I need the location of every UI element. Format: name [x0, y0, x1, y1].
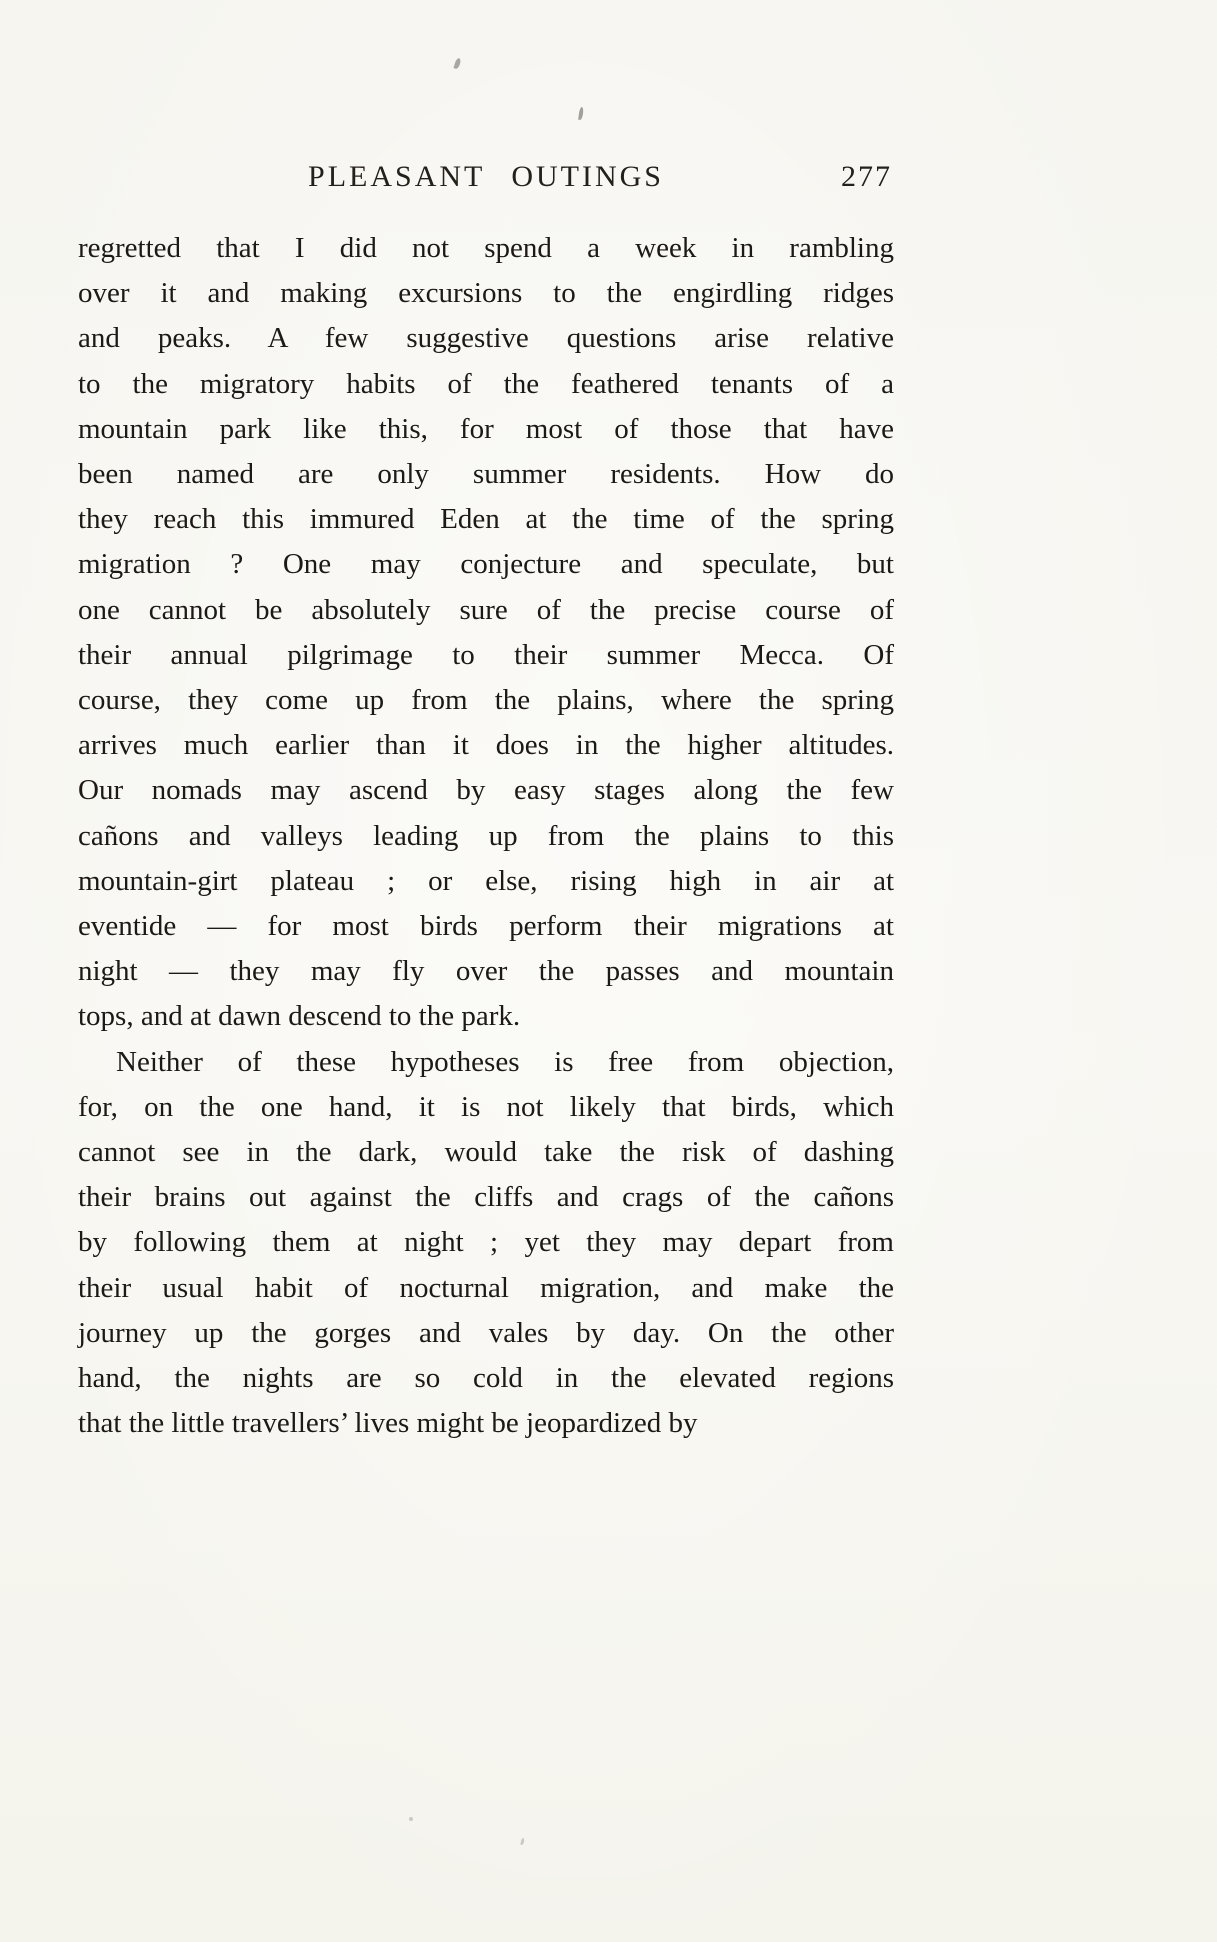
text-line: cañons and valleys leading up from the plains to this [78, 819, 894, 852]
text-line: cannot see in the dark, would take the risk of dashing [78, 1136, 894, 1169]
text-line: arrives much earlier than it does in the higher altitudes. [78, 729, 894, 762]
text-line: mountain park like this, for most of those that have [78, 412, 894, 445]
text-line: hand, the nights are so cold in the elevated regions [78, 1362, 894, 1395]
scan-artifact [578, 107, 584, 120]
scan-artifact [409, 1817, 413, 1821]
header-title: PLEASANT OUTINGS [308, 160, 664, 193]
running-header [78, 160, 894, 226]
text-line: by following them at night ; yet they may depart from [78, 1226, 894, 1259]
text-line: they reach this immured Eden at the time of the spring [78, 503, 894, 536]
text-line: eventide — for most birds perform their migrations at [78, 910, 894, 943]
text-line: course, they come up from the plains, where the spring [78, 684, 894, 717]
page-number: 277 [841, 160, 892, 193]
paragraph [78, 226, 894, 1040]
text-line: journey up the gorges and vales by day. On the other [78, 1316, 894, 1349]
text-line: night — they may fly over the passes and mountain [78, 955, 894, 988]
text-line: to the migratory habits of the feathered tenants of a [78, 367, 894, 400]
scan-artifact [520, 1838, 524, 1845]
text-line: for, on the one hand, it is not likely that birds, which [78, 1090, 894, 1123]
text-line: tops, and at dawn descend to the park. [78, 1000, 521, 1033]
scan-artifact [453, 57, 461, 69]
text-line: Neither of these hypotheses is free from objection, [116, 1045, 894, 1078]
text-line: their brains out against the cliffs and crags of the cañons [78, 1181, 894, 1214]
text-line: one cannot be absolutely sure of the precise course of [78, 593, 894, 626]
page-body [78, 226, 894, 1446]
text-line: been named are only summer residents. How do [78, 458, 894, 491]
text-line: mountain-girt plateau ; or else, rising high in air at [78, 864, 894, 897]
text-line: Our nomads may ascend by easy stages along the few [78, 774, 894, 807]
text-line: and peaks. A few suggestive questions arise relative [78, 322, 894, 355]
text-line: their usual habit of nocturnal migration, and make the [78, 1271, 894, 1304]
text-line: that the little travellers’ lives might be jeopardized by [78, 1407, 698, 1440]
text-line: their annual pilgrimage to their summer Mecca. Of [78, 638, 894, 671]
text-line: migration ? One may conjecture and speculate, but [78, 548, 894, 581]
text-line: over it and making excursions to the engirdling ridges [78, 277, 894, 310]
paragraph [78, 1040, 894, 1447]
text-line: regretted that I did not spend a week in rambling [78, 232, 894, 264]
text-column [78, 160, 894, 1446]
